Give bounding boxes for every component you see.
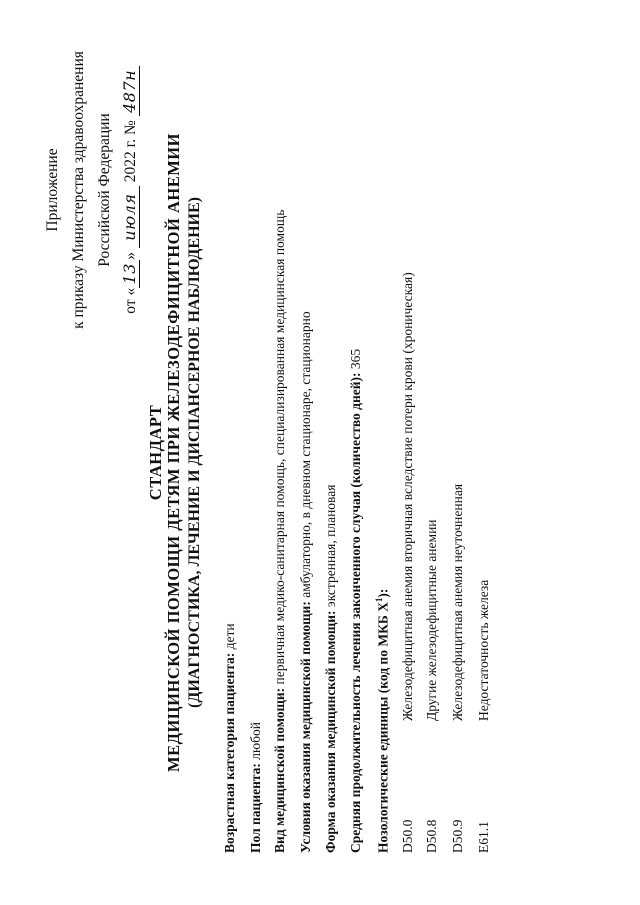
title-standard: СТАНДАРТ bbox=[146, 404, 165, 501]
date-sep: » bbox=[122, 251, 139, 260]
field-form bbox=[323, 485, 339, 853]
field-sex-label: Пол пациента: bbox=[248, 763, 263, 853]
appendix-block bbox=[40, 20, 144, 360]
field-conditions-label: Условия оказания медицинской помощи: bbox=[298, 601, 313, 853]
appendix-title: Приложение bbox=[44, 148, 61, 232]
field-sex-value: любой bbox=[248, 722, 263, 760]
nosology-footnote-mark: 1 bbox=[374, 597, 384, 603]
nosology-code: E61.1 bbox=[476, 821, 491, 853]
appendix-ministry: Российской Федерации bbox=[96, 113, 113, 267]
field-conditions-value: амбулаторно, в дневном стационаре, стационарно bbox=[298, 311, 313, 598]
field-duration-value: 365 bbox=[348, 348, 363, 370]
nosology-code: D50.9 bbox=[450, 819, 465, 853]
nosology-suffix: ): bbox=[375, 588, 391, 598]
nosology-label: Нозологические единицы (код по МКБ X bbox=[375, 602, 391, 853]
field-conditions bbox=[298, 311, 314, 853]
field-form-value: экстренная, плановая bbox=[323, 484, 338, 608]
field-duration bbox=[348, 349, 364, 853]
field-age-value: дети bbox=[222, 623, 237, 650]
field-care-type-value: первичная медико-санитарная помощь, специализированная медицинская помощь bbox=[272, 209, 287, 685]
field-age-label: Возрастная категория пациента: bbox=[222, 652, 237, 853]
nosology-name: Железодефицитная анемия неуточненная bbox=[450, 483, 465, 721]
number-value: 487н bbox=[121, 66, 140, 116]
title-main: МЕДИЦИНСКОЙ ПОМОЩИ ДЕТЯМ ПРИ ЖЕЛЕЗОДЕФИЦИТНОЙ АНЕМИИ bbox=[164, 133, 183, 772]
date-day: 13 bbox=[121, 260, 140, 288]
date-prefix: от « bbox=[122, 287, 139, 314]
number-label: № bbox=[122, 120, 139, 135]
nosology-code: D50.8 bbox=[424, 819, 439, 853]
nosology-name: Недостаточность железа bbox=[476, 579, 491, 721]
date-year: 2022 г. bbox=[122, 138, 139, 183]
date-month: июля bbox=[121, 186, 140, 248]
field-duration-label: Средняя продолжительность лечения законченного случая (количество дней): bbox=[348, 372, 363, 853]
nosology-name: Железодефицитная анемия вторичная вследствие потери крови (хроническая) bbox=[400, 272, 415, 721]
appendix-date-line bbox=[118, 20, 144, 360]
nosology-name: Другие железодефицитные анемии bbox=[424, 519, 439, 721]
nosology-code: D50.0 bbox=[400, 819, 415, 853]
field-care-type-label: Вид медицинской помощи: bbox=[272, 687, 287, 853]
appendix-order: к приказу Министерства здравоохранения bbox=[70, 51, 87, 329]
field-sex bbox=[248, 722, 264, 853]
title-sub: (ДИАГНОСТИКА, ЛЕЧЕНИЕ И ДИСПАНСЕРНОЕ НАБЛЮДЕНИЕ) bbox=[186, 197, 203, 708]
field-age bbox=[222, 623, 238, 853]
nosology-heading bbox=[374, 589, 392, 853]
field-form-label: Форма оказания медицинской помощи: bbox=[323, 610, 338, 853]
field-care-type bbox=[272, 210, 288, 853]
